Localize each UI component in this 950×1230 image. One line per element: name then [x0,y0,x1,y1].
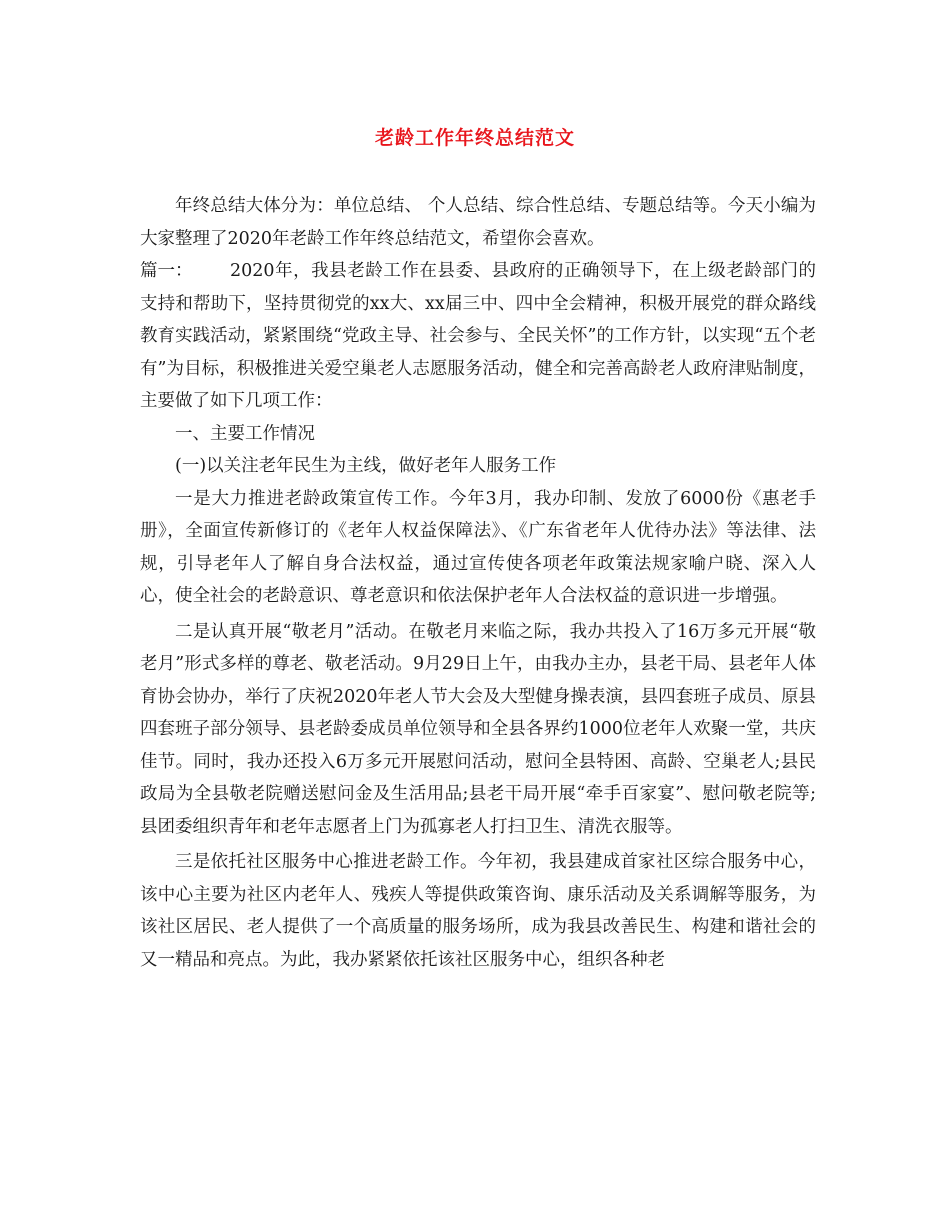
paragraph-community-center: 三是依托社区服务中心推进老龄工作。今年初，我县建成首家社区综合服务中心，该中心主要为社区内老年人、残疾人等提供政策咨询、康乐活动及关系调解等服务，为该社区居民、老人提供了一个高质量的服务场所，成为我县改善民生、构建和谐社会的又一精品和亮点。为此，我办紧紧依托该社区服务中心，组织各种老 [140,852,816,970]
section-heading-main: 一、主要工作情况 [175,423,315,444]
part-text: 2020年，我县老龄工作在县委、县政府的正确领导下，在上级老龄部门的支持和帮助下，坚持贯彻党的xx大、xx届三中、四中全会精神，积极开展党的群众路线教育实践活动，紧紧围绕“党政主导、社会参与、全民关怀”的工作方针，以实现“五个老有”为目标，积极推进关爱空巢老人志愿服务活动，健全和完善高龄老人政府津贴制度，主要做了如下几项工作： [140,261,816,411]
intro-paragraph: 年终总结大体分为：单位总结、 个人总结、综合性总结、专题总结等。今天小编为大家整理了2020年老龄工作年终总结范文，希望你会喜欢。 [140,196,816,249]
document-body [140,190,816,976]
paragraph-respect-month: 二是认真开展“敬老月”活动。在敬老月来临之际，我办共投入了16万多元开展“敬老月”形式多样的尊老、敬老活动。9月29日上午，由我办主办，县老干局、县老年人体育协会协办，举行了庆祝2020年老人节大会及大型健身操表演，县四套班子成员、原县四套班子部分领导、县老龄委成员单位领导和全县各界约1000位老年人欢聚一堂，共庆佳节。同时，我办还投入6万多元开展慰问活动，慰问全县特困、高龄、空巢老人;县民政局为全县敬老院赠送慰问金及生活用品;县老干局开展“牵手百家宴”、慰问敬老院等;县团委组织青年和老年志愿者上门为孤寡老人打扫卫生、清洗衣服等。 [140,621,816,837]
part-one-paragraph [140,255,816,418]
part-label: 篇一： [140,261,193,281]
paragraph-policy-publicity: 一是大力推进老龄政策宣传工作。今年3月，我办印制、发放了6000份《惠老手册》，全面宣传新修订的《老年人权益保障法》、《广东省老年人优待办法》等法律、法规，引导老年人了解自身合法权益，通过宣传使各项老年政策法规家喻户晓、深入人心，使全社会的老龄意识、尊老意识和依法保护老年人合法权益的意识进一步增强。 [140,488,816,606]
document-title: 老龄工作年终总结范文 [374,127,575,149]
section-heading-sub: (一)以关注老年民生为主线，做好老年人服务工作 [175,456,557,476]
